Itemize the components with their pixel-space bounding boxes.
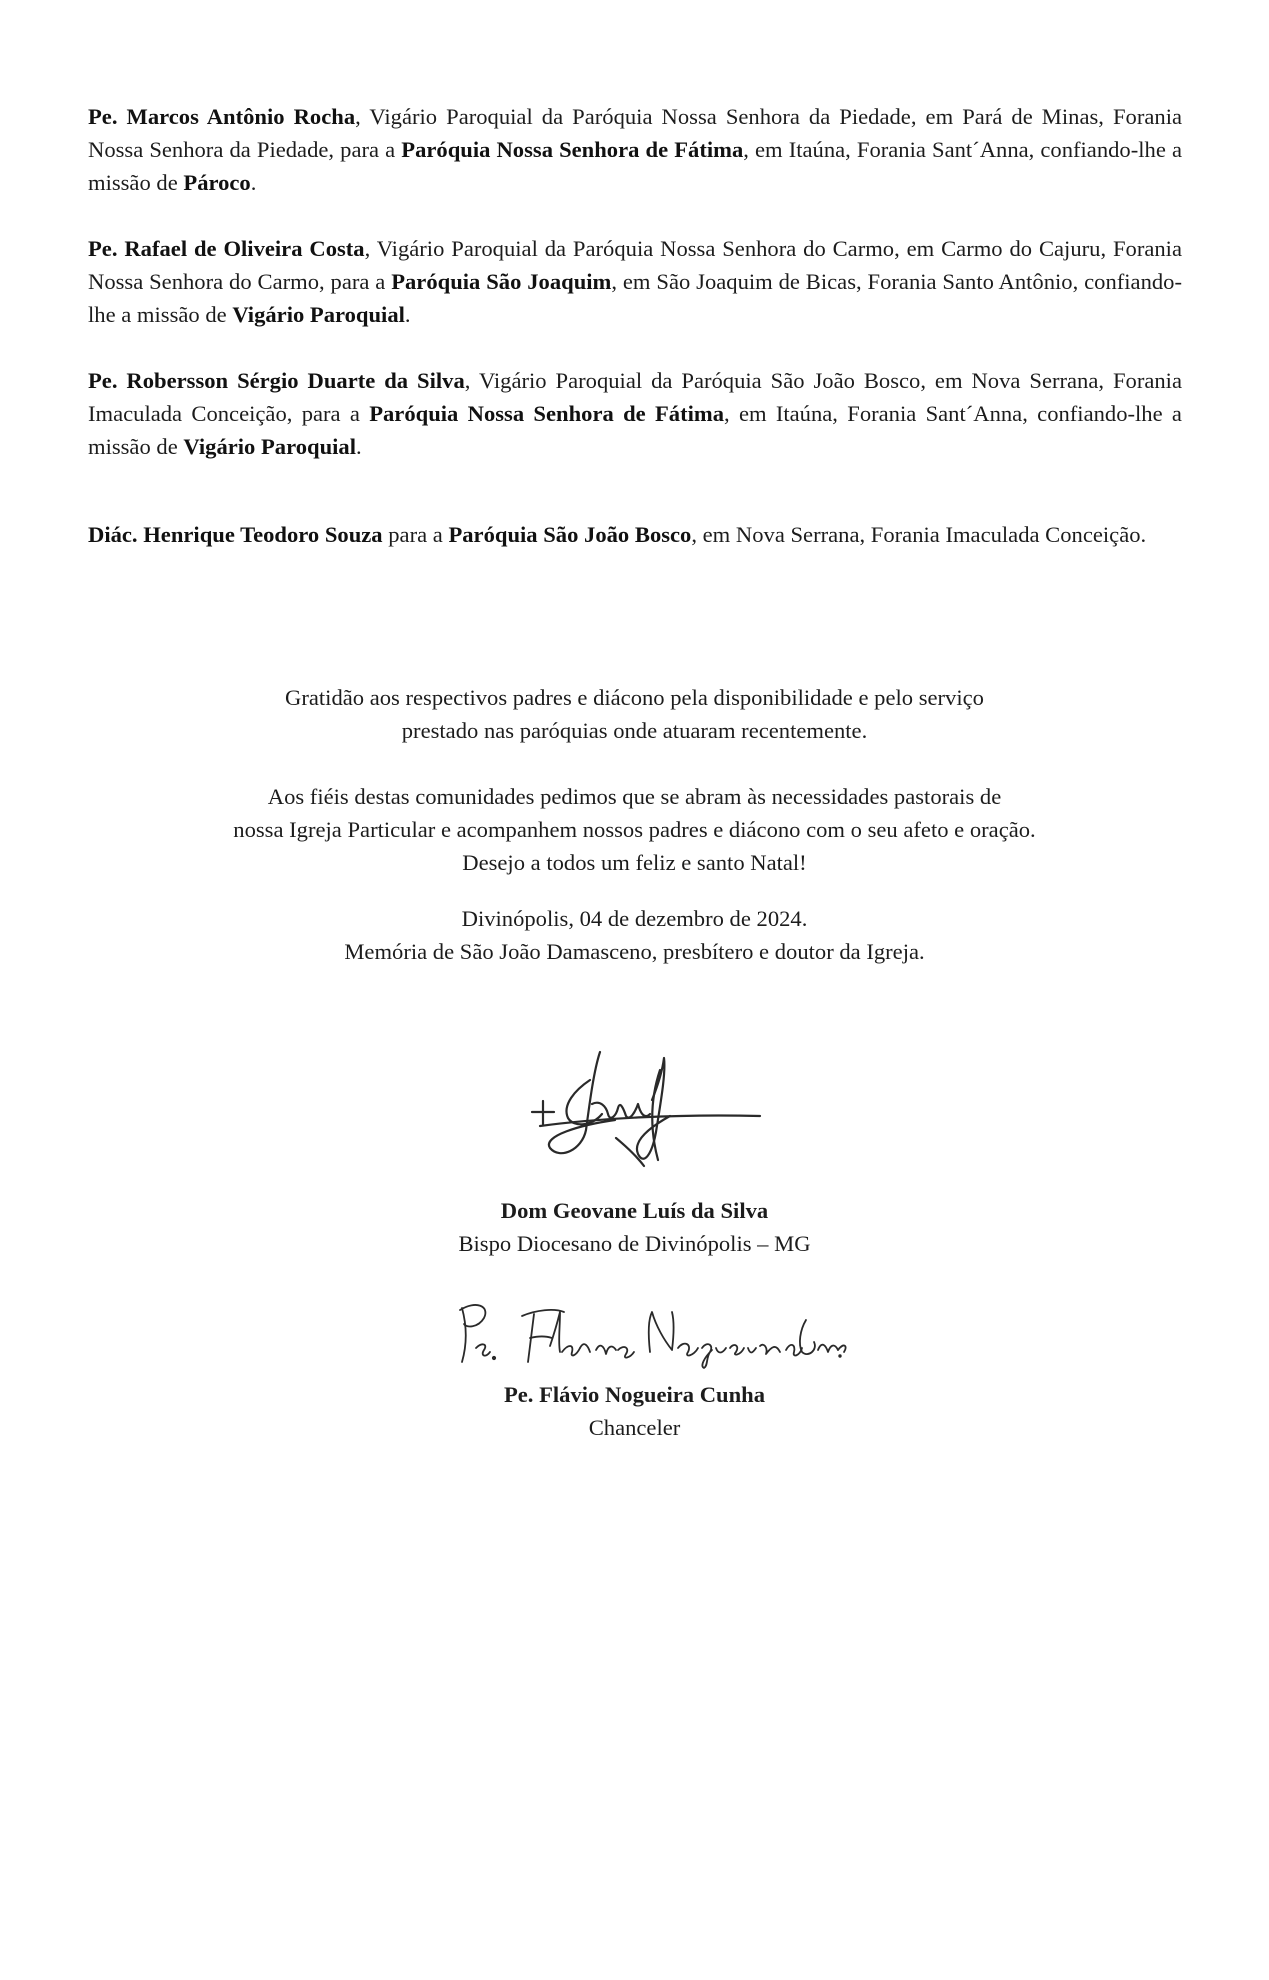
entry-end: .	[404, 302, 411, 327]
place-date: Divinópolis, 04 de dezembro de 2024.	[461, 906, 808, 931]
parish-name: Paróquia São Joaquim	[391, 269, 612, 294]
bishop-signer-block	[0, 1194, 1269, 1260]
appointment-entry	[88, 518, 1182, 551]
chancellor-name: Pe. Flávio Nogueira Cunha	[503, 1382, 766, 1407]
entry-end: .	[356, 434, 362, 459]
entry-text: , Vigário Paroquial da Paróquia São João Bosco, em Nova Serrana, Forania Imaculada Conceição, para a	[88, 368, 1182, 426]
parish-name: Paróquia Nossa Senhora de Fátima	[401, 137, 744, 162]
appointment-entry	[88, 100, 1182, 199]
bishop-title: Bispo Diocesano de Divinópolis – MG	[458, 1231, 811, 1256]
christmas-greeting: Desejo a todos um feliz e santo Natal!	[462, 850, 807, 875]
entry-text: , Vigário Paroquial da Paróquia Nossa Senhora da Piedade, em Pará de Minas, Forania Nossa Senhora da Piedade, para a	[88, 104, 1182, 162]
entry-text: , em Nova Serrana, Forania Imaculada Conceição.	[691, 522, 1147, 547]
cleric-name: Diác. Henrique Teodoro Souza	[88, 522, 383, 547]
chancellor-signer-block	[0, 1378, 1269, 1444]
parish-name: Paróquia Nossa Senhora de Fátima	[369, 401, 724, 426]
parish-name: Paróquia São João Bosco	[448, 522, 692, 547]
cleric-name: Pe. Marcos Antônio Rocha	[88, 104, 356, 129]
faithful-line: Aos fiéis destas comunidades pedimos que se abram às necessidades pastorais de	[267, 784, 1002, 809]
memorial-line: Memória de São João Damasceno, presbítero e doutor da Igreja.	[344, 939, 925, 964]
chancellor-signature	[450, 1290, 850, 1370]
entry-text: , em Itaúna, Forania Sant´Anna, confiando-lhe a missão de	[88, 137, 1182, 195]
bishop-signature	[520, 1030, 780, 1170]
entry-text: , Vigário Paroquial da Paróquia Nossa Senhora do Carmo, em Carmo do Cajuru, Forania Nossa Senhora do Carmo, para a	[88, 236, 1182, 294]
faithful-paragraph	[0, 780, 1269, 879]
entry-text: , em São Joaquim de Bicas, Forania Santo Antônio, confiando-lhe a missão de	[88, 269, 1182, 327]
role-name: Pároco	[183, 170, 251, 195]
appointment-entry	[88, 232, 1182, 331]
role-name: Vigário Paroquial	[183, 434, 356, 459]
gratitude-line: Gratidão aos respectivos padres e diácono pela disponibilidade e pelo serviço	[285, 685, 984, 710]
cleric-name: Pe. Rafael de Oliveira Costa	[88, 236, 365, 261]
bishop-name: Dom Geovane Luís da Silva	[500, 1198, 769, 1223]
gratitude-line: prestado nas paróquias onde atuaram recentemente.	[401, 718, 868, 743]
entry-text: para a	[382, 522, 449, 547]
cleric-name: Pe. Robersson Sérgio Duarte da Silva	[88, 368, 465, 393]
entry-end: .	[250, 170, 257, 195]
entry-text: , em Itaúna, Forania Sant´Anna, confiando-lhe a missão de	[88, 401, 1182, 459]
chancellor-title: Chanceler	[588, 1415, 681, 1440]
gratitude-paragraph	[0, 681, 1269, 747]
appointment-entry	[88, 364, 1182, 463]
faithful-line: nossa Igreja Particular e acompanhem nossos padres e diácono com o seu afeto e oração.	[233, 817, 1036, 842]
dateline	[0, 902, 1269, 968]
role-name: Vigário Paroquial	[232, 302, 405, 327]
